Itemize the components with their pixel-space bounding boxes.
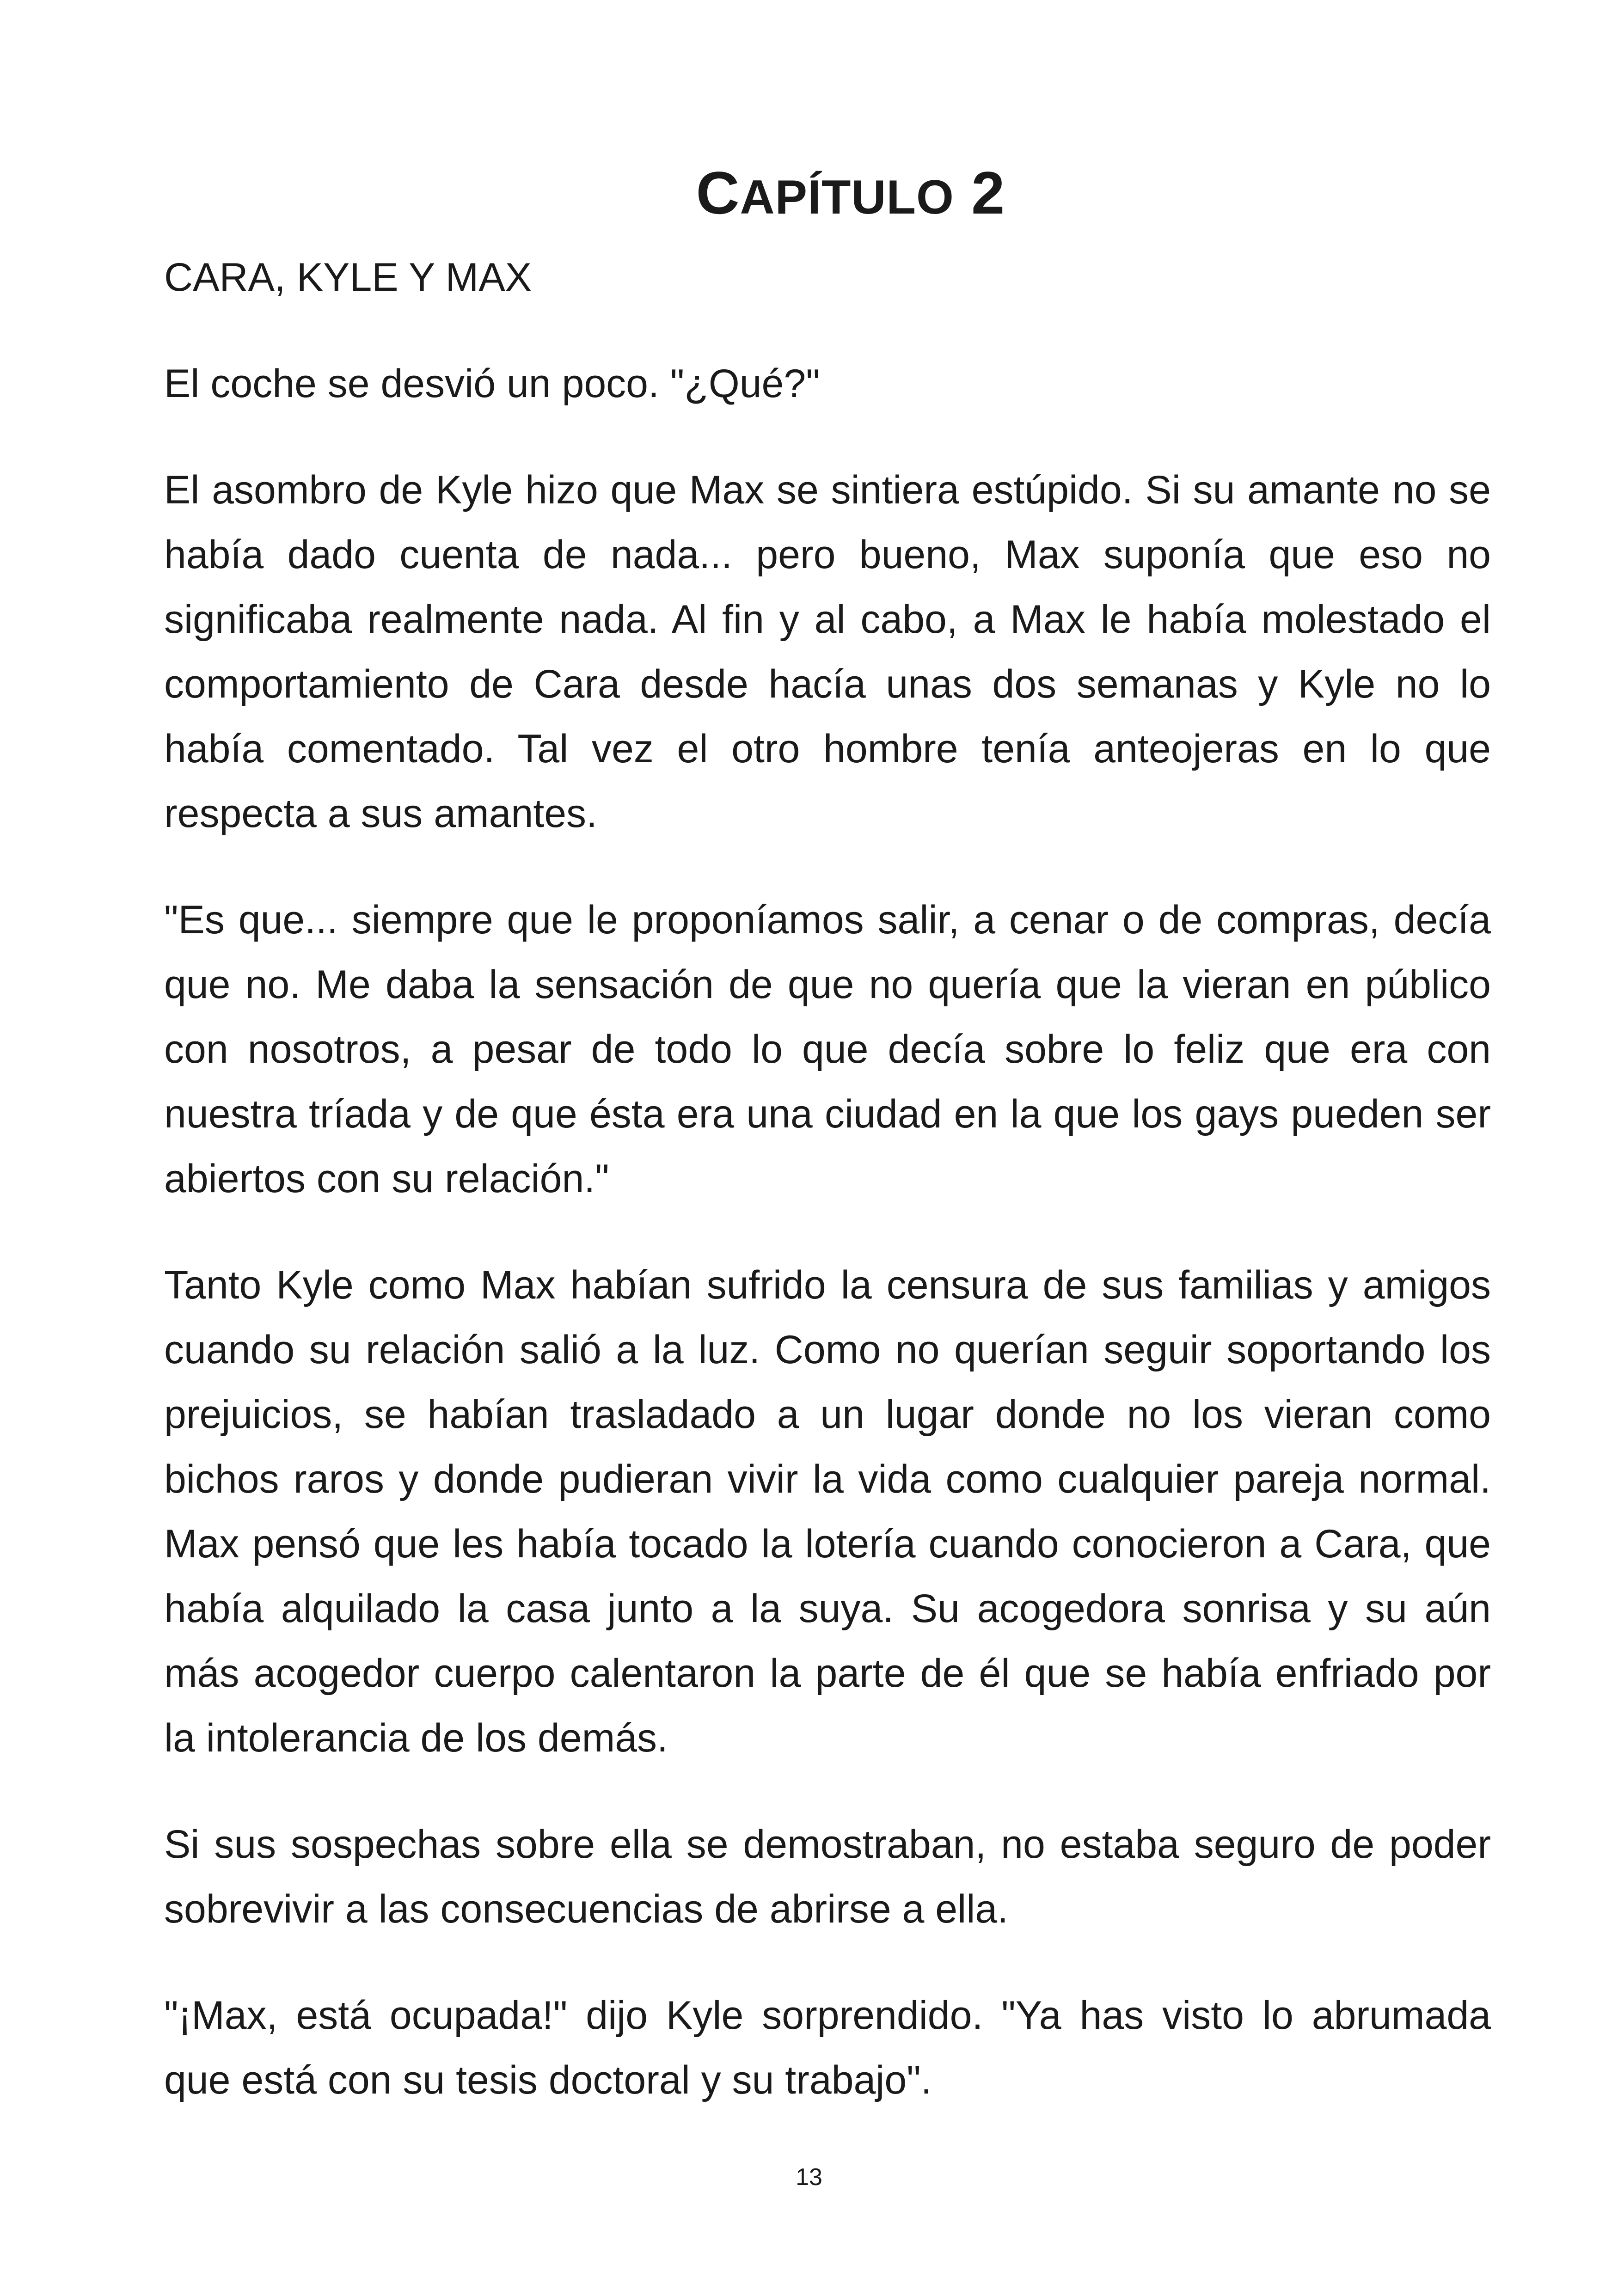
paragraph: Tanto Kyle como Max habían sufrido la censura de sus familias y amigos cuando su relación salió a la luz. Como no querían seguir soportando los prejuicios, se habían trasladado a un lugar donde no los vieran como bichos raros y donde pudieran vivir la vida como cualquier pareja normal. Max pensó que les había tocado la lotería cuando conocieron a Cara, que había alquilado la casa junto a la suya. Su acogedora sonrisa y su aún más acogedor cuerpo calentaron la parte de él que se había enfriado por la intolerancia de los demás. (164, 1263, 1491, 1760)
paragraph: El coche se desvió un poco. "¿Qué?" (164, 361, 820, 406)
page-number: 13 (796, 2164, 822, 2191)
paragraph: Si sus sospechas sobre ella se demostraban, no estaba seguro de poder sobrevivir a las consecuencias de abrirse a ella. (164, 1822, 1491, 1931)
section-heading: CARA, KYLE Y MAX (164, 255, 532, 300)
paragraph: "¡Max, está ocupada!" dijo Kyle sorprendido. "Ya has visto lo abrumada que está con su tesis doctoral y su trabajo". (164, 1993, 1491, 2102)
paragraph: "Es que... siempre que le proponíamos salir, a cenar o de compras, decía que no. Me daba la sensación de que no quería que la vieran en público con nosotros, a pesar de todo lo que decía sobre lo feliz que era con nuestra tríada y de que ésta era una ciudad en la que los gays pueden ser abiertos con su relación." (164, 898, 1491, 1201)
chapter-title-initial: C (696, 159, 740, 227)
chapter-title (0, 156, 1618, 234)
page-body (164, 245, 1491, 2154)
paragraph: El asombro de Kyle hizo que Max se sintiera estúpido. Si su amante no se había dado cuenta de nada... pero bueno, Max suponía que eso no significaba realmente nada. Al fin y al cabo, a Max le había molestado el comportamiento de Cara desde hacía unas dos semanas y Kyle no lo había comentado. Tal vez el otro hombre tenía anteojeras en lo que respecta a sus amantes. (164, 468, 1491, 836)
chapter-number: 2 (971, 159, 1005, 227)
chapter-title-rest: APÍTULO (740, 171, 954, 225)
